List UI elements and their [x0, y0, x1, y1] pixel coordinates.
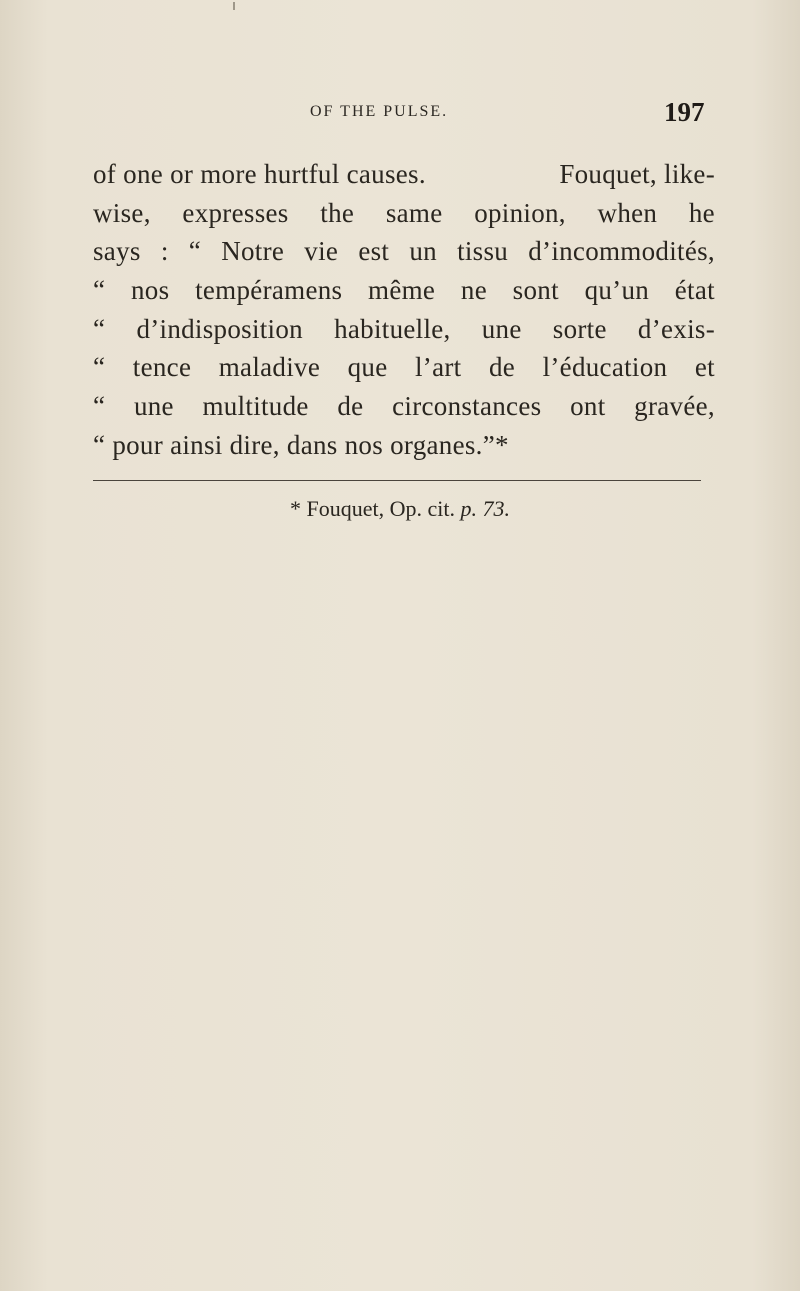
word: opinion,	[474, 197, 566, 228]
word: says	[93, 236, 141, 267]
word: même	[368, 275, 436, 306]
word: une	[133, 391, 174, 422]
word: maladive	[218, 352, 321, 383]
text-line	[93, 310, 715, 349]
text-line-content: of one or more hurtful causes.	[93, 159, 426, 189]
word: et	[694, 352, 715, 383]
word: sorte	[552, 313, 607, 344]
word: same	[385, 197, 443, 228]
text-line	[93, 155, 715, 194]
word: habituelle,	[334, 313, 451, 344]
footnote-rule	[93, 480, 701, 481]
word: the	[320, 197, 355, 228]
word: multitude	[202, 391, 309, 422]
footnote-page-ref: p. 73.	[460, 496, 510, 521]
text-line	[93, 426, 715, 465]
word: “	[93, 313, 106, 344]
word: l’éducation	[542, 352, 668, 383]
body-text	[93, 155, 715, 465]
word: de	[337, 391, 364, 422]
word: que	[347, 352, 388, 383]
word: état	[674, 275, 715, 306]
page-number: 197	[664, 97, 705, 127]
word: est	[358, 236, 390, 267]
word: d’indisposition	[136, 313, 303, 344]
word: gravée,	[634, 391, 715, 422]
running-head: OF THE PULSE.	[310, 103, 449, 120]
word: he	[688, 197, 715, 228]
word: vie	[304, 236, 339, 267]
word: ont	[570, 391, 606, 422]
word: d’exis-	[637, 313, 715, 344]
word: “	[93, 391, 106, 422]
footnote-marker: *	[290, 496, 301, 521]
word: de	[488, 352, 516, 383]
word: nos	[130, 275, 170, 306]
text-line-content: “ pour ainsi dire, dans nos organes.”*	[93, 429, 509, 460]
word: ne	[460, 275, 487, 306]
word: “	[93, 275, 106, 306]
word: wise,	[93, 197, 151, 228]
word: “	[93, 352, 106, 383]
word: circonstances	[392, 391, 542, 422]
word: “	[188, 236, 202, 267]
word: sont	[512, 275, 559, 306]
word: Notre	[221, 236, 285, 267]
word: tempéramens	[195, 275, 343, 306]
word: qu’un	[584, 275, 650, 306]
text-line-content: Fouquet, like-	[559, 159, 715, 189]
text-line	[93, 387, 715, 426]
text-line	[93, 271, 715, 310]
text-line	[93, 194, 715, 233]
text-line	[93, 348, 715, 387]
ink-speck	[233, 2, 235, 10]
word: d’incommodités,	[528, 236, 715, 267]
text-line	[93, 232, 715, 271]
word: when	[597, 197, 658, 228]
word: l’art	[415, 352, 462, 383]
footnote-text: Fouquet, Op. cit.	[306, 496, 455, 521]
word: tissu	[457, 236, 509, 267]
page-header	[0, 97, 800, 137]
word: tence	[132, 352, 192, 383]
word: un	[409, 236, 437, 267]
word: :	[160, 236, 169, 267]
footnote	[0, 496, 800, 522]
word: une	[481, 313, 522, 344]
word: expresses	[182, 197, 289, 228]
